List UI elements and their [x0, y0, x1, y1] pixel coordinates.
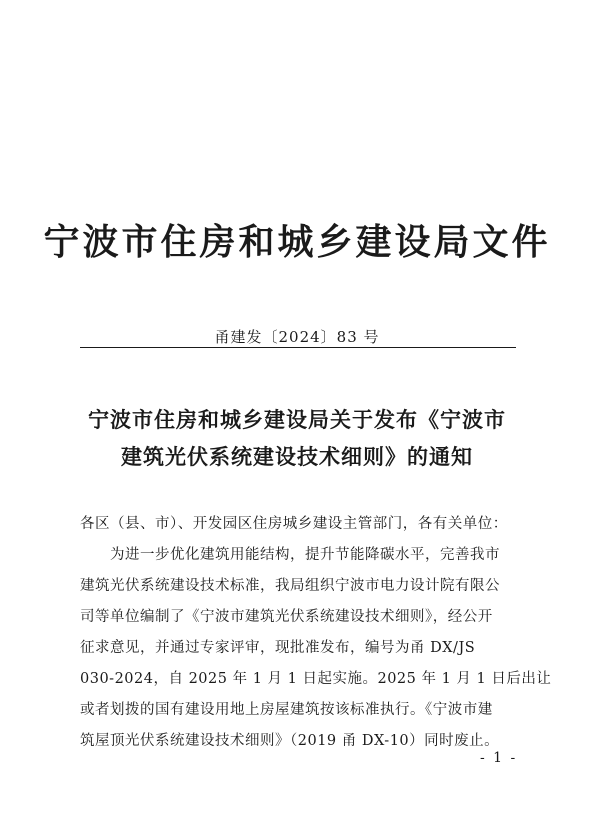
page-number: - 1 - [480, 750, 518, 766]
body-line-addressee: 各区（县、市）、开发园区住房城乡建设主管部门，各有关单位： [80, 516, 508, 532]
body-line: 建筑光伏系统建设技术标准，我局组织宁波市电力设计院有限公 [80, 578, 500, 594]
body-line: 030-2024，自 2025 年 1 月 1 日起实施。2025 年 1 月 1 日后出让 [80, 671, 552, 687]
notice-title-line-2: 建筑光伏系统建设技术细则》的通知 [121, 444, 473, 469]
body-line: 征求意见，并通过专家评审，现批准发布，编号为甬 DX/JS [80, 640, 476, 656]
document-number: 甬建发〔2024〕83 号 [214, 328, 380, 346]
body-line: 为进一步优化建筑用能结构，提升节能降碳水平，完善我市 [80, 547, 500, 563]
body-line: 司等单位编制了《宁波市建筑光伏系统建设技术细则》，经公开 [80, 609, 493, 625]
notice-title-line-1: 宁波市住房和城乡建设局关于发布《宁波市 [88, 407, 506, 432]
body-line: 筑屋顶光伏系统建设技术细则》（2019 甬 DX-10）同时废止。 [80, 733, 500, 749]
document-header-title: 宁波市住房和城乡建设局文件 [43, 221, 551, 263]
body-line: 或者划拨的国有建设用地上房屋建筑按该标准执行。《宁波市建 [80, 702, 493, 718]
header-divider-line [80, 347, 516, 348]
